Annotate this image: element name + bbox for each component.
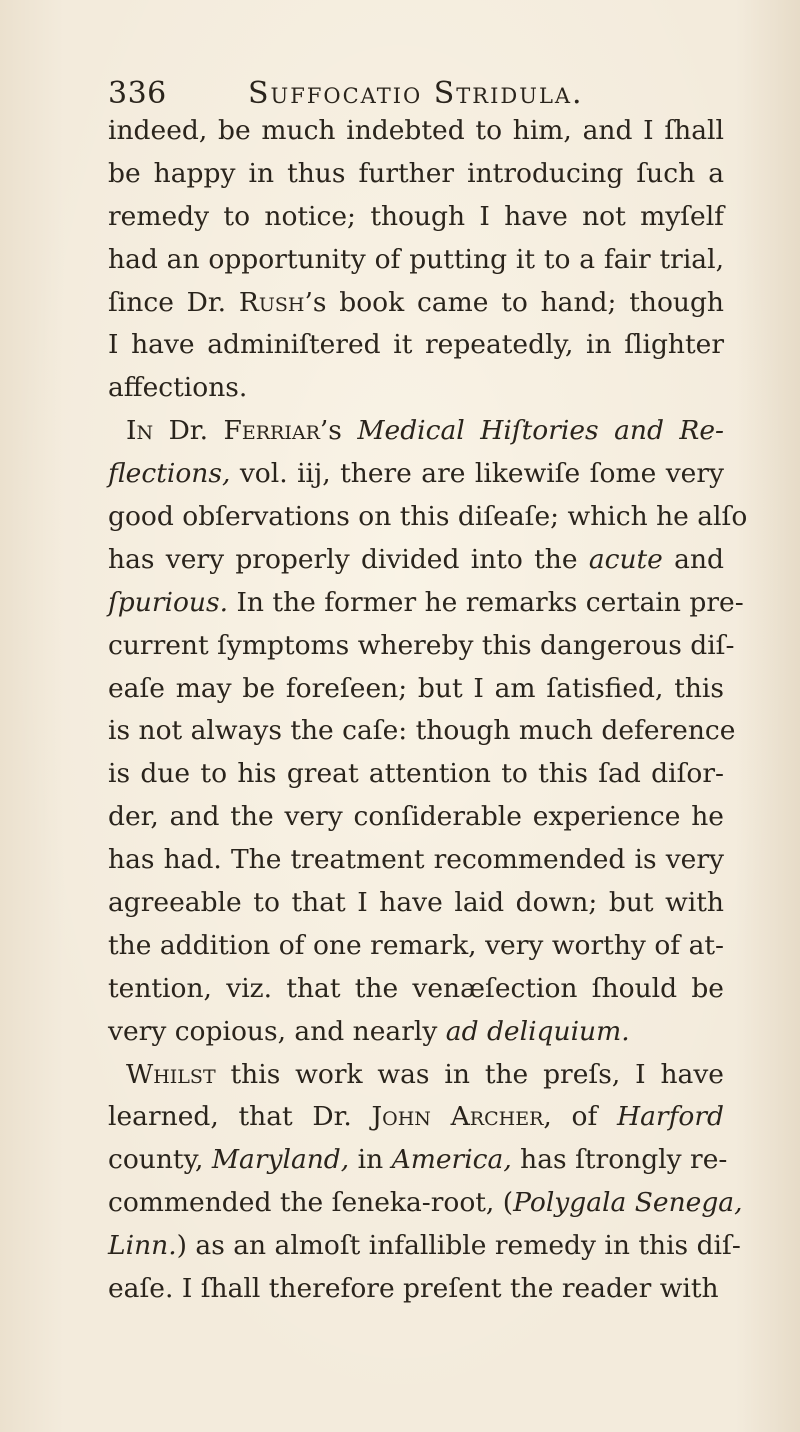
text-line-24 [108, 1096, 724, 1139]
text-line-5 [108, 282, 724, 325]
text-segment: , of [543, 1101, 618, 1133]
text-line-17: der, and the very conſiderable experience he [108, 801, 724, 833]
paragraph-lead-word: Whilst [126, 1058, 216, 1090]
text-line-16: is due to his great attention to this ſad diſor- [108, 758, 724, 790]
text-line-27 [108, 1225, 741, 1268]
text-line-19: agreeable to that I have laid down; but with [108, 887, 724, 919]
text-line-18: has had. The treatment recommended is very [108, 844, 724, 876]
text-line-8 [108, 410, 724, 453]
text-line-7: affeсtions. [108, 372, 248, 404]
text-line-15: is not always the caſe: though much deference [108, 715, 736, 747]
body-text [108, 110, 748, 1311]
text-line-11 [108, 539, 724, 582]
text-line-3: remedy to notice; though I have not myſelf [108, 200, 724, 232]
text-line-4: had an opportunity of putting it to a fair trial, [108, 243, 724, 275]
text-line-1: indeed, be much indebted to him, and I ſhall [108, 115, 724, 146]
term-acute: acute [588, 543, 663, 575]
text-line-6: I have adminiſtered it repeatedly, in ſlighter [108, 329, 724, 361]
text-line-26 [108, 1182, 743, 1225]
term-spurious: ſpurious. [108, 586, 229, 618]
paragraph-lead-word: In [126, 415, 154, 447]
text-line-13: current ſymptoms whereby this dangerous diſ- [108, 629, 735, 661]
place-maryland: Maryland, [211, 1144, 350, 1176]
text-line-10: good obſervations on this diſeaſe; which he alſo [108, 501, 748, 533]
text-line-9 [108, 453, 724, 496]
text-segment: has ſtrongly re- [511, 1144, 728, 1176]
text-segment: ) as an almoſt infallible remedy in this diſ- [176, 1230, 741, 1262]
text-segment: in [349, 1144, 392, 1176]
book-title-cont: flections, [108, 458, 231, 490]
author-name-ferriar: Ferriar [223, 415, 320, 447]
text-line-23 [108, 1054, 724, 1097]
author-name-rush: Rush [238, 286, 305, 318]
page-number: 336 [108, 76, 167, 111]
species-name: Polygala Senega, [513, 1187, 743, 1219]
text-segment: vol. iij, there are likewiſe ſome very [230, 458, 724, 490]
text-segment: learned, that Dr. [108, 1101, 372, 1133]
text-segment: In the former he remarks certain pre- [228, 586, 744, 618]
running-head: Suffocatio Stridula. [248, 76, 584, 111]
text-line-22 [108, 1011, 724, 1054]
text-segment: ſince Dr. [108, 286, 239, 318]
person-name-archer: John Archer [371, 1101, 544, 1133]
text-segment: ’s [319, 415, 358, 447]
text-line-28: eaſe. I ſhall therefore preſent the reader with [108, 1273, 719, 1305]
text-line-20: the addition of one remark, very worthy of at- [108, 929, 724, 961]
text-line-21: tention, viz. that the venæſection ſhould be [108, 972, 724, 1004]
text-segment: very copious, and nearly [108, 1015, 446, 1047]
place-harford: Harford [617, 1101, 724, 1133]
text-segment: county, [108, 1144, 212, 1176]
book-title: Medical Hiſtories and Re- [357, 415, 724, 447]
text-segment: commended the ſeneka-root, ( [108, 1187, 514, 1219]
linnaeus-abbrev: Linn. [108, 1230, 177, 1262]
text-line-2: be happy in thus further introducing ſuch a [108, 157, 724, 189]
text-segment: this work was in the preſs, I have [215, 1058, 724, 1090]
text-segment: has very properly divided into the [108, 543, 589, 575]
place-america: America, [391, 1144, 512, 1176]
term-ad-deliquium: ad deliquium. [445, 1015, 630, 1047]
text-segment: Dr. [153, 415, 224, 447]
text-line-25 [108, 1139, 728, 1182]
text-line-12 [108, 582, 744, 625]
text-segment: ’s book came to hand; though [304, 286, 724, 318]
text-line-14: eaſe may be foreſeen; but I am ſatisfied, this [108, 672, 724, 704]
text-segment: and [662, 543, 724, 575]
